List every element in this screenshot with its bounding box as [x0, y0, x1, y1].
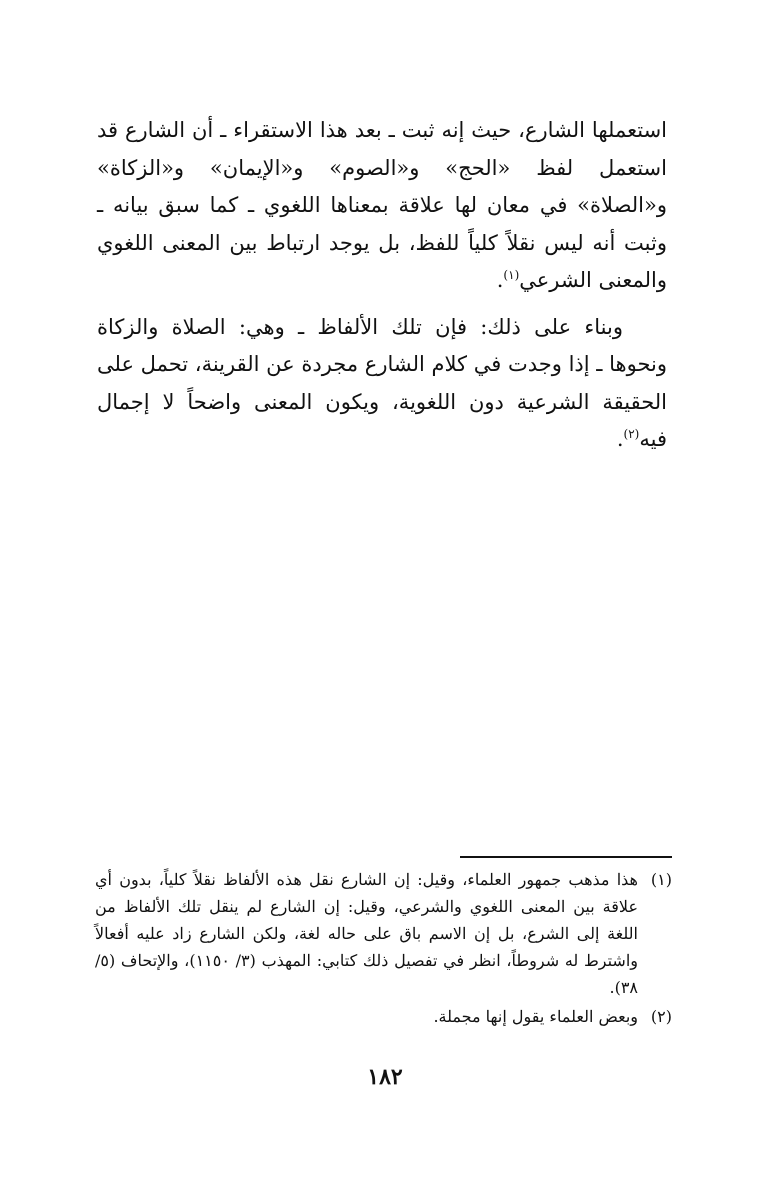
paragraph-2-end: . [616, 427, 624, 451]
footnotes [95, 866, 672, 1032]
footnote-1-text: هذا مذهب جمهور العلماء، وقيل: إن الشارع نقل هذه الألفاظ نقلاً كلياً، بدون أي علاقة بين المعنى اللغوي والشرعي، وقيل: إن الشارع لم ينقل تلك الألفاظ من اللغة إلى الشرع، بل إن الاسم باق على حاله لغة، ولكن الشارع زاد عليه أفعالاً واشترط له شروطاً، انظر في تفصيل ذلك كتابي: المهذب (٣/ ١١٥٠)، والإتحاف (٥/ ٣٨). [95, 870, 638, 997]
footnote-2-number: (٢) [650, 1007, 672, 1026]
paragraph-1-end: . [496, 268, 504, 292]
footnote-separator [460, 856, 672, 858]
paragraph-2 [97, 309, 667, 459]
footnote-2 [95, 1003, 672, 1030]
footnote-ref-2: (٢) [623, 427, 640, 441]
footnote-2-text: وبعض العلماء يقول إنها مجملة. [433, 1007, 638, 1026]
main-text [97, 112, 667, 468]
paragraph-1-text: استعملها الشارع، حيث إنه ثبت ـ بعد هذا الاستقراء ـ أن الشارع قد استعمل لفظ «الحج» و«الصوم» و«الإيمان» و«الزكاة» و«الصلاة» في معان لها علاقة بمعناها اللغوي ـ كما سبق بيانه ـ وثبت أنه ليس نقلاً كلياً للفظ، بل يوجد ارتباط بين المعنى اللغوي والمعنى الشرعي [97, 118, 667, 292]
paragraph-2-text: وبناء على ذلك: فإن تلك الألفاظ ـ وهي: الصلاة والزكاة ونحوها ـ إذا وجدت في كلام الشارع مجردة عن القرينة، تحمل على الحقيقة الشرعية دون اللغوية، ويكون المعنى واضحاً لا إجمال فيه [97, 314, 667, 451]
footnote-1 [95, 866, 672, 1001]
paragraph-1 [97, 112, 667, 300]
page-number: ١٨٢ [367, 1064, 403, 1090]
footnote-ref-1: (١) [503, 268, 520, 282]
footnote-1-number: (١) [650, 870, 672, 889]
